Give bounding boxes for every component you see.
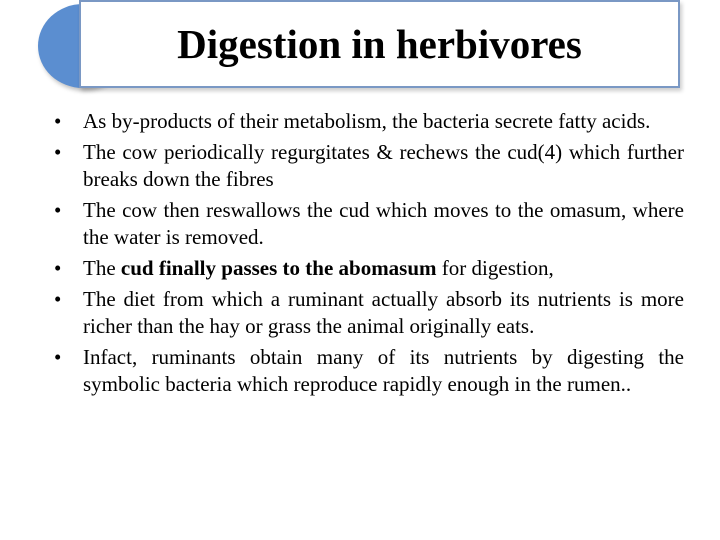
bullet-text-bold: cud finally passes to the abomasum <box>120 256 437 280</box>
bullet-dot: • <box>54 256 62 280</box>
bullet-text: As by-products of their metabolism, the bacteria secrete fatty acids. <box>83 109 651 133</box>
bullet-item <box>54 255 684 282</box>
bullet-dot: • <box>54 345 62 369</box>
bullet-text: The cow periodically regurgitates & rechews the cud(4) which further breaks down the fibres <box>83 140 684 191</box>
bullet-dot: • <box>54 109 62 133</box>
bullet-list <box>54 108 684 402</box>
bullet-text-pre: The <box>83 256 121 280</box>
bullet-dot: • <box>54 198 62 222</box>
bullet-text: The cow then reswallows the cud which moves to the omasum, where the water is removed. <box>83 198 684 249</box>
bullet-text: Infact, ruminants obtain many of its nutrients by digesting the symbolic bacteria which reproduce rapidly enough in the rumen.. <box>83 345 684 396</box>
bullet-dot: • <box>54 287 62 311</box>
bullet-item <box>54 108 684 135</box>
bullet-item <box>54 197 684 251</box>
bullet-item <box>54 344 684 398</box>
bullet-text: The diet from which a ruminant actually absorb its nutrients is more richer than the hay or grass the animal originally eats. <box>83 287 684 338</box>
title-box <box>79 0 680 88</box>
bullet-dot: • <box>54 140 62 164</box>
bullet-item <box>54 139 684 193</box>
bullet-item <box>54 286 684 340</box>
bullet-text-post: for digestion, <box>436 256 554 280</box>
slide-title: Digestion in herbivores <box>177 21 582 67</box>
